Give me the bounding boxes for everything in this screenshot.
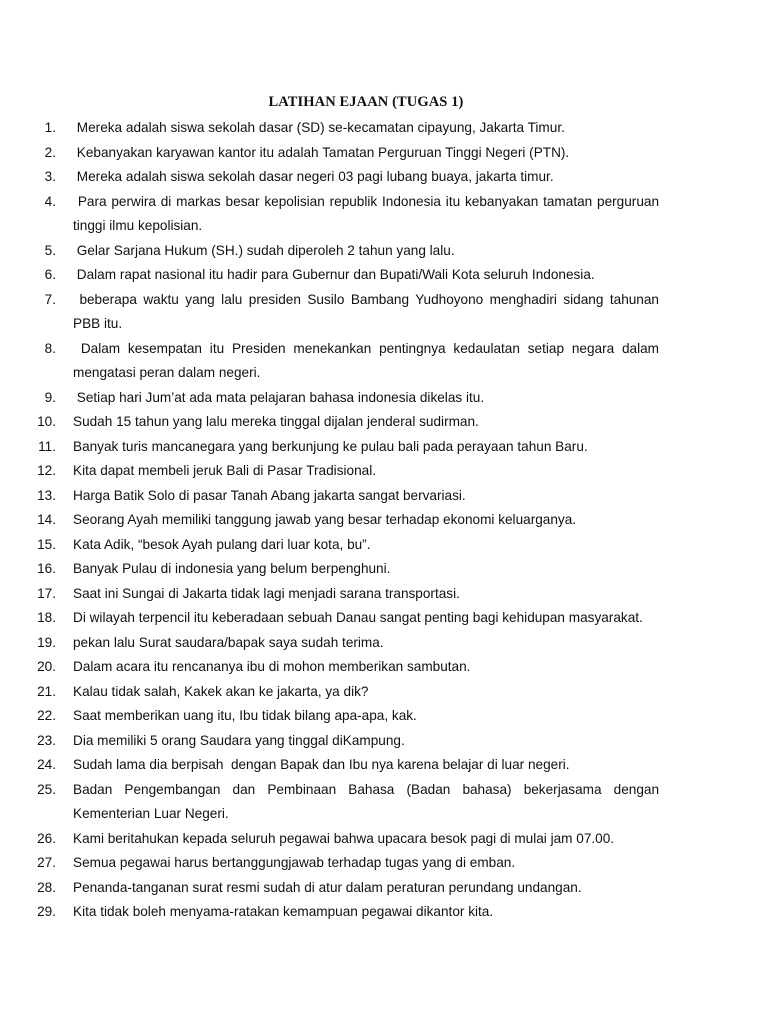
item-number: 1. — [44, 120, 56, 135]
item-number: 26. — [37, 830, 56, 846]
list-item — [0, 141, 768, 166]
item-text: Sudah lama dia berpisah dengan Bapak dan Ibu nya karena belajar di luar negeri. — [73, 757, 570, 772]
item-number: 17. — [37, 585, 56, 601]
list-item — [0, 239, 768, 264]
list-item — [0, 557, 768, 582]
list-item — [0, 484, 768, 509]
item-number: 11. — [38, 438, 56, 454]
item-number: 22. — [37, 708, 56, 723]
item-number: 28. — [37, 879, 56, 895]
item-number: 24. — [37, 757, 56, 772]
list-item — [0, 386, 768, 411]
document-title: LATIHAN EJAAN (TUGAS 1) — [268, 94, 464, 110]
list-item — [0, 778, 768, 827]
item-text: Penanda-tanganan surat resmi sudah di atur dalam peraturan perundang undangan. — [73, 879, 582, 895]
item-text: Saat ini Sungai di Jakarta tidak lagi menjadi sarana transportasi. — [73, 585, 460, 601]
item-text: Banyak turis mancanegara yang berkunjung ke pulau bali pada perayaan tahun Baru. — [73, 438, 588, 454]
item-number: 12. — [37, 463, 56, 478]
list-item — [0, 655, 768, 680]
item-number: 9. — [44, 389, 56, 405]
exercise-list — [0, 116, 768, 925]
item-text: Dalam rapat nasional itu hadir para Gubernur dan Bupati/Wali Kota seluruh Indonesia. — [73, 267, 595, 282]
item-text: Kita tidak boleh menyama-ratakan kemampuan pegawai dikantor kita. — [73, 904, 494, 919]
item-text: Banyak Pulau di indonesia yang belum berpenghuni. — [73, 561, 391, 576]
item-text: Setiap hari Jum’at ada mata pelajaran bahasa indonesia dikelas itu. — [73, 389, 485, 405]
list-item — [0, 851, 768, 876]
item-text: Kebanyakan karyawan kantor itu adalah Tamatan Perguruan Tinggi Negeri (PTN). — [73, 144, 570, 160]
item-text: Mereka adalah siswa sekolah dasar (SD) se-kecamatan cipayung, Jakarta Timur. — [73, 120, 565, 135]
item-text: Semua pegawai harus bertanggungjawab terhadap tugas yang di emban. — [73, 855, 516, 870]
item-number: 14. — [37, 512, 56, 527]
item-text: Mereka adalah siswa sekolah dasar negeri 03 pagi lubang buaya, jakarta timur. — [73, 169, 554, 184]
list-item — [0, 606, 768, 631]
list-item — [0, 190, 768, 239]
item-number: 29. — [37, 904, 56, 919]
item-number: 4. — [44, 193, 56, 209]
item-text: Harga Batik Solo di pasar Tanah Abang jakarta sangat bervariasi. — [73, 487, 466, 503]
list-item — [0, 337, 768, 386]
item-text: pekan lalu Surat saudara/bapak saya sudah terima. — [73, 634, 384, 650]
list-item — [0, 533, 768, 558]
list-item — [0, 508, 768, 533]
item-number: 20. — [37, 659, 56, 674]
list-item — [0, 876, 768, 901]
item-number: 23. — [37, 732, 56, 748]
item-text: Dalam acara itu rencananya ibu di mohon memberikan sambutan. — [73, 659, 471, 674]
item-number: 3. — [44, 169, 56, 184]
item-number: 18. — [37, 610, 56, 625]
item-number: 5. — [44, 242, 56, 258]
item-text: Kita dapat membeli jeruk Bali di Pasar Tradisional. — [73, 463, 376, 478]
item-text: Dalam kesempatan itu Presiden menekankan pentingnya kedaulatan setiap negara dalam mengatasi peran dalam negeri. — [73, 340, 663, 380]
item-number: 27. — [37, 855, 56, 870]
item-number: 6. — [44, 267, 56, 282]
list-item — [0, 116, 768, 141]
list-item — [0, 263, 768, 288]
item-number: 15. — [37, 536, 56, 552]
list-item — [0, 729, 768, 754]
list-item — [0, 582, 768, 607]
item-text: Kata Adik, “besok Ayah pulang dari luar kota, bu”. — [73, 536, 371, 552]
list-item — [0, 165, 768, 190]
item-number: 13. — [37, 487, 56, 503]
item-number: 19. — [37, 634, 56, 650]
item-number: 16. — [37, 561, 56, 576]
list-item — [0, 288, 768, 337]
list-item — [0, 459, 768, 484]
list-item — [0, 435, 768, 460]
item-number: 7. — [44, 291, 56, 307]
item-number: 10. — [37, 414, 56, 429]
item-text: Dia memiliki 5 orang Saudara yang tinggal diKampung. — [73, 732, 405, 748]
item-text: beberapa waktu yang lalu presiden Susilo Bambang Yudhoyono menghadiri sidang tahunan PBB itu. — [73, 291, 663, 331]
item-number: 2. — [44, 144, 56, 160]
item-number: 21. — [37, 683, 56, 699]
item-text: Badan Pengembangan dan Pembinaan Bahasa (Badan bahasa) bekerjasama dengan Kementerian Luar Negeri. — [73, 781, 663, 821]
item-text: Saat memberikan uang itu, Ibu tidak bilang apa-apa, kak. — [73, 708, 417, 723]
item-text: Gelar Sarjana Hukum (SH.) sudah diperoleh 2 tahun yang lalu. — [73, 242, 455, 258]
item-text: Kami beritahukan kepada seluruh pegawai bahwa upacara besok pagi di mulai jam 07.00. — [73, 830, 615, 846]
list-item — [0, 900, 768, 925]
list-item — [0, 410, 768, 435]
list-item — [0, 753, 768, 778]
list-item — [0, 680, 768, 705]
list-item — [0, 827, 768, 852]
item-number: 25. — [37, 781, 56, 797]
list-item — [0, 704, 768, 729]
item-text: Di wilayah terpencil itu keberadaan sebuah Danau sangat penting bagi kehidupan masyarakat. — [73, 610, 643, 625]
item-text: Seorang Ayah memiliki tanggung jawab yang besar terhadap ekonomi keluarganya. — [73, 512, 577, 527]
item-text: Kalau tidak salah, Kakek akan ke jakarta, ya dik? — [73, 683, 369, 699]
list-item — [0, 631, 768, 656]
item-number: 8. — [44, 340, 56, 356]
item-text: Sudah 15 tahun yang lalu mereka tinggal dijalan jenderal sudirman. — [73, 414, 479, 429]
item-text: Para perwira di markas besar kepolisian republik Indonesia itu kebanyakan tamatan perguruan tinggi ilmu kepolisian. — [73, 193, 663, 233]
